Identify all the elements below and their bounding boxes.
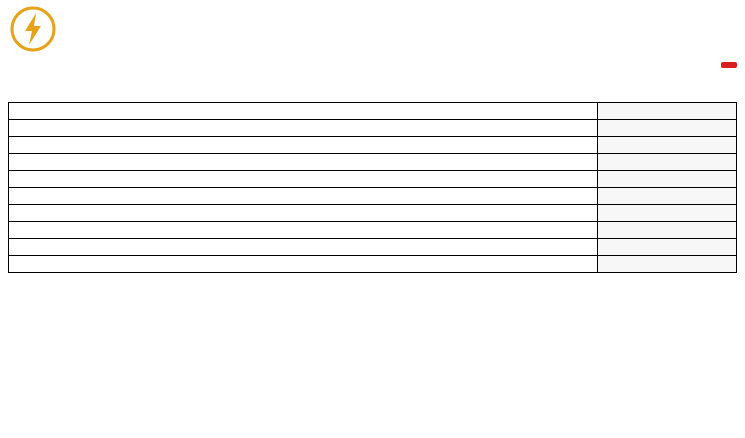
publisher-signature [8, 315, 737, 329]
row-value [9, 137, 598, 154]
tender-details-table [8, 102, 737, 273]
table-row [9, 103, 737, 120]
row-value [9, 120, 598, 137]
intro-paragraph [8, 26, 737, 98]
row-value [9, 154, 598, 171]
table-row [9, 239, 737, 256]
row-value [9, 205, 598, 222]
table-row [9, 120, 737, 137]
footer-notes [8, 277, 737, 313]
row-value [9, 103, 598, 120]
table-row [9, 137, 737, 154]
row-value [9, 188, 598, 205]
table-row [9, 171, 737, 188]
power-company-logo-icon [10, 6, 56, 52]
row-value [9, 222, 598, 239]
row-label [598, 154, 737, 171]
row-value [9, 171, 598, 188]
table-row [9, 188, 737, 205]
first-round-badge [721, 62, 737, 68]
notice-subtitle [8, 10, 737, 24]
table-row [9, 222, 737, 239]
row-label [598, 103, 737, 120]
row-label [598, 222, 737, 239]
row-label [598, 137, 737, 154]
row-label [598, 171, 737, 188]
row-label [598, 188, 737, 205]
row-value [9, 239, 598, 256]
row-label [598, 239, 737, 256]
row-label [598, 120, 737, 137]
table-row [9, 154, 737, 171]
table-row [9, 256, 737, 273]
row-label [598, 205, 737, 222]
row-label [598, 256, 737, 273]
row-value [9, 256, 598, 273]
table-row [9, 205, 737, 222]
